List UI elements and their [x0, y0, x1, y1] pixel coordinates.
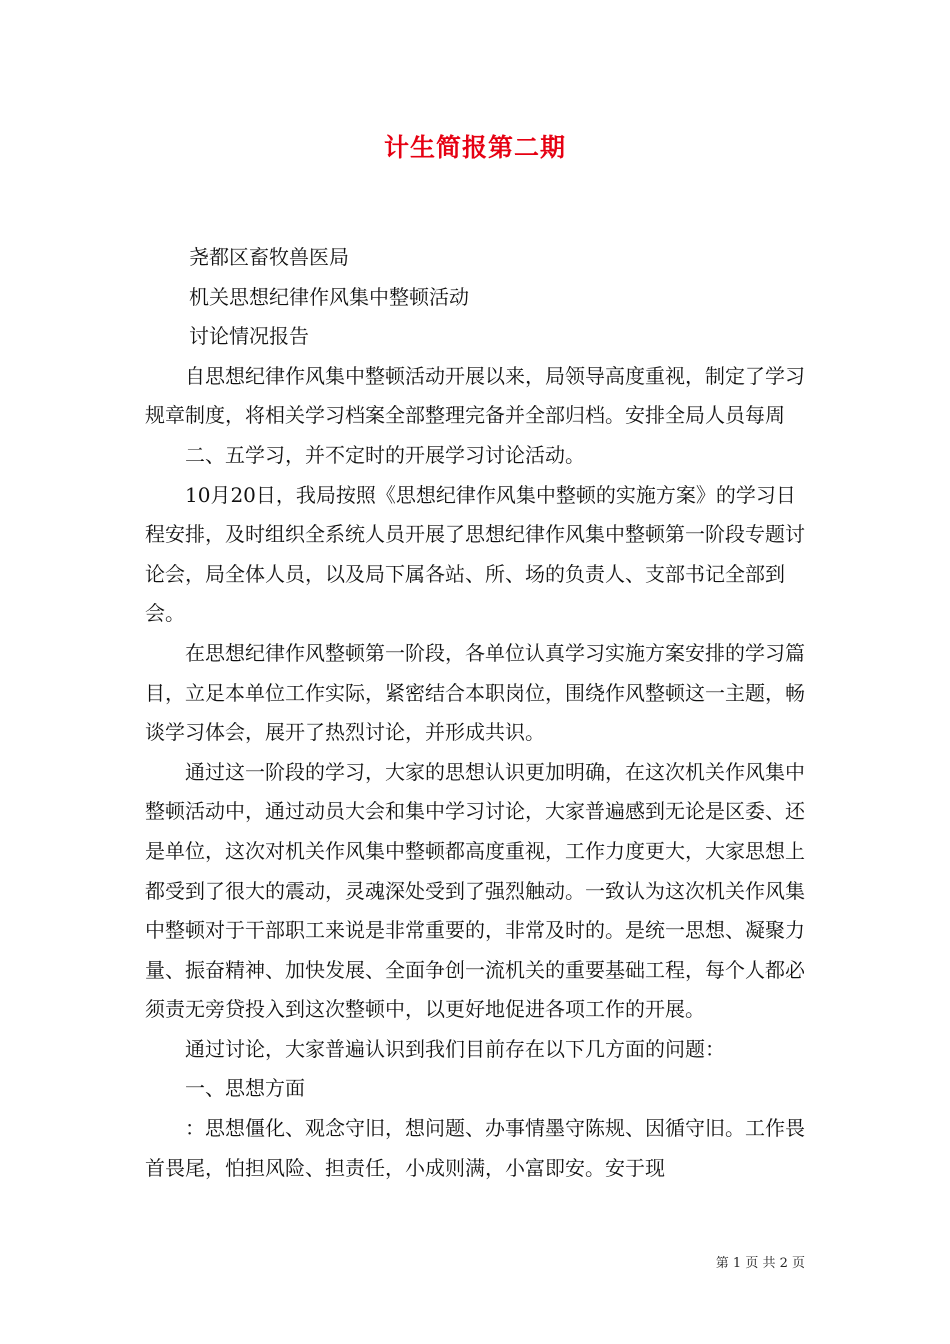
document-body — [145, 238, 810, 1188]
document-title: 计生简报第二期 — [383, 133, 566, 162]
paragraph: 自思想纪律作风集中整顿活动开展以来，局领导高度重视，制定了学习规章制度，将相关学习档案全部整理完备并全部归档。安排全局人员每周 — [145, 363, 805, 428]
paragraph: 通过这一阶段的学习，大家的思想认识更加明确，在这次机关作风集中整顿活动中，通过动员大会和集中学习讨论，大家普遍感到无论是区委、还是单位，这次对机关作风集中整顿都高度重视，工作力度更大，大家思想上都受到了很大的震动，灵魂深处受到了强烈触动。一致认为这次机关作风集中整顿对于干部职工来说是非常重要的，非常及时的。是统一思想、凝聚力量、振奋精神、加快发展、全面争创一流机关的重要基础工程，每个人都必须责无旁贷投入到这次整顿中，以更好地促进各项工作的开展。 — [145, 759, 805, 1022]
paragraph: 二、五学习，并不定时的开展学习讨论活动。 — [185, 442, 585, 467]
activity-heading: 机关思想纪律作风集中整顿活动 — [189, 284, 469, 309]
org-name: 尧都区畜牧兽医局 — [189, 245, 349, 269]
paragraph: ：思想僵化、观念守旧，想问题、办事情墨守陈规、因循守旧。工作畏首畏尾，怕担风险、担责任，小成则满，小富即安。安于现 — [145, 1116, 805, 1180]
paragraph: 10月20日，我局按照《思想纪律作风集中整顿的实施方案》的学习日程安排，及时组织全系统人员开展了思想纪律作风集中整顿第一阶段专题讨论会，局全体人员，以及局下属各站、所、场的负责人、支部书记全部到会。 — [145, 482, 805, 626]
paragraph: 在思想纪律作风整顿第一阶段，各单位认真学习实施方案安排的学习篇目，立足本单位工作实际，紧密结合本职岗位，围绕作风整顿这一主题，畅谈学习体会，展开了热烈讨论，并形成共识。 — [145, 640, 805, 745]
section-heading: 一、思想方面 — [185, 1076, 305, 1101]
paragraph: 通过讨论，大家普遍认识到我们目前存在以下几方面的问题： — [185, 1036, 725, 1061]
report-heading: 讨论情况报告 — [189, 324, 309, 349]
page-number: 第 1 页 共 2 页 — [715, 1256, 805, 1271]
